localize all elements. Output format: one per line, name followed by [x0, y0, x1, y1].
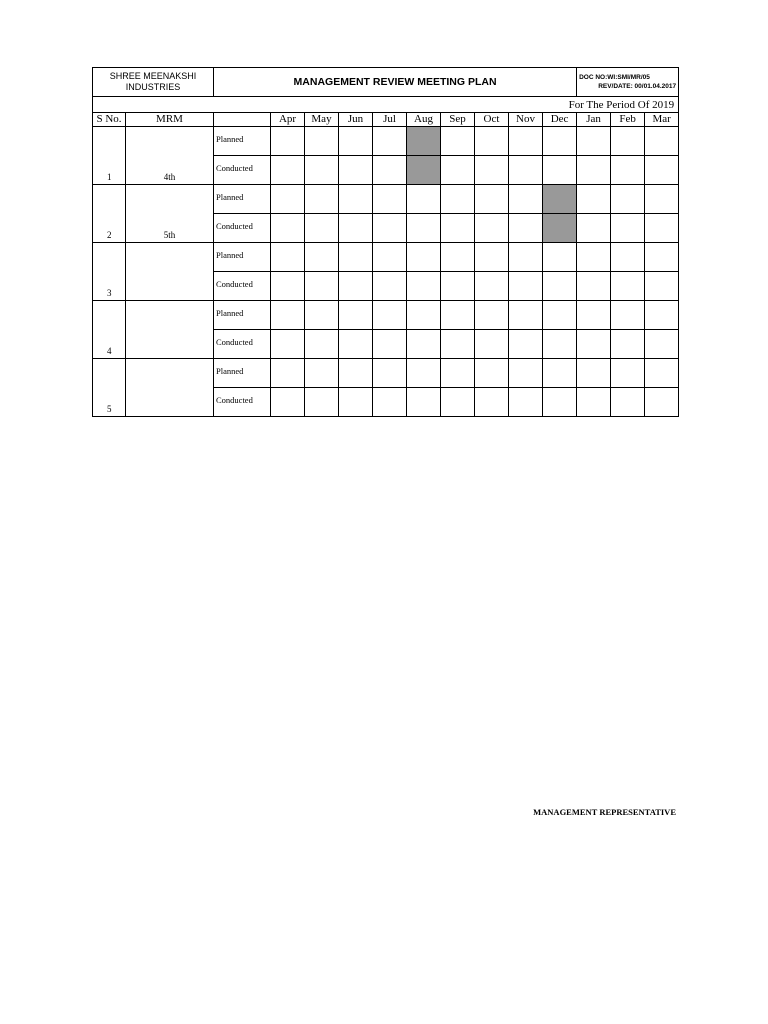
month-cell-may	[305, 214, 339, 243]
month-cell-nov	[509, 214, 543, 243]
month-cell-aug	[407, 185, 441, 214]
month-cell-mar	[645, 359, 679, 388]
month-header-jul: Jul	[373, 113, 407, 127]
month-cell-mar	[645, 243, 679, 272]
month-cell-jul	[373, 243, 407, 272]
month-cell-dec	[543, 330, 577, 359]
month-cell-nov	[509, 185, 543, 214]
month-cell-feb	[611, 272, 645, 301]
period-row	[93, 97, 679, 113]
month-cell-aug	[407, 301, 441, 330]
month-cell-jun	[339, 388, 373, 417]
month-cell-jun	[339, 127, 373, 156]
month-cell-jun	[339, 330, 373, 359]
company-name	[93, 68, 214, 97]
month-cell-feb	[611, 185, 645, 214]
month-cell-jun	[339, 359, 373, 388]
planned-label: Planned	[214, 301, 271, 330]
month-cell-jun	[339, 214, 373, 243]
month-cell-may	[305, 388, 339, 417]
mrm-number: 5th	[126, 185, 214, 243]
month-cell-apr	[271, 330, 305, 359]
month-cell-sep	[441, 330, 475, 359]
month-cell-aug	[407, 359, 441, 388]
month-cell-aug	[407, 243, 441, 272]
period-label: For The Period Of 2019	[93, 97, 679, 113]
month-cell-jun	[339, 301, 373, 330]
mrm-number	[126, 243, 214, 301]
month-cell-feb	[611, 127, 645, 156]
month-cell-aug	[407, 272, 441, 301]
month-cell-dec	[543, 156, 577, 185]
month-cell-jan	[577, 301, 611, 330]
mrm-number	[126, 359, 214, 417]
serial-number: 2	[93, 185, 126, 243]
management-representative-label: MANAGEMENT REPRESENTATIVE	[533, 807, 676, 817]
month-cell-jul	[373, 127, 407, 156]
month-header-dec: Dec	[543, 113, 577, 127]
serial-number: 3	[93, 243, 126, 301]
month-cell-jul	[373, 156, 407, 185]
month-cell-apr	[271, 243, 305, 272]
month-cell-mar	[645, 388, 679, 417]
month-cell-jun	[339, 156, 373, 185]
planned-label: Planned	[214, 243, 271, 272]
month-cell-sep	[441, 359, 475, 388]
status-header	[214, 113, 271, 127]
row-2-planned	[93, 185, 679, 214]
month-cell-mar	[645, 301, 679, 330]
rev-date: REV/DATE: 00/01.04.2017	[598, 83, 677, 90]
month-cell-feb	[611, 330, 645, 359]
month-cell-sep	[441, 301, 475, 330]
month-cell-dec	[543, 185, 577, 214]
month-cell-apr	[271, 127, 305, 156]
month-header-jan: Jan	[577, 113, 611, 127]
month-cell-mar	[645, 127, 679, 156]
month-cell-jun	[339, 185, 373, 214]
month-cell-aug	[407, 156, 441, 185]
planned-label: Planned	[214, 359, 271, 388]
mrm-plan-sheet	[92, 67, 676, 417]
month-cell-dec	[543, 214, 577, 243]
month-cell-nov	[509, 127, 543, 156]
month-cell-may	[305, 127, 339, 156]
month-cell-apr	[271, 214, 305, 243]
month-cell-dec	[543, 272, 577, 301]
company-name-line2: INDUSTRIES	[125, 82, 181, 92]
month-cell-oct	[475, 301, 509, 330]
doc-number: DOC NO:WI:SMI/MR/05	[579, 74, 650, 81]
month-cell-may	[305, 185, 339, 214]
month-cell-sep	[441, 214, 475, 243]
month-cell-dec	[543, 301, 577, 330]
month-cell-apr	[271, 272, 305, 301]
month-cell-feb	[611, 301, 645, 330]
month-cell-apr	[271, 156, 305, 185]
month-cell-sep	[441, 272, 475, 301]
month-cell-may	[305, 243, 339, 272]
mrm-plan-table	[92, 67, 679, 417]
month-header-sep: Sep	[441, 113, 475, 127]
month-cell-jun	[339, 272, 373, 301]
sno-header: S No.	[93, 113, 126, 127]
month-cell-jan	[577, 185, 611, 214]
month-cell-aug	[407, 127, 441, 156]
month-cell-may	[305, 359, 339, 388]
month-cell-sep	[441, 156, 475, 185]
month-cell-may	[305, 330, 339, 359]
month-cell-feb	[611, 388, 645, 417]
month-cell-oct	[475, 359, 509, 388]
month-cell-nov	[509, 388, 543, 417]
month-cell-jul	[373, 185, 407, 214]
month-cell-jan	[577, 156, 611, 185]
month-cell-jan	[577, 359, 611, 388]
month-cell-dec	[543, 359, 577, 388]
month-cell-may	[305, 301, 339, 330]
month-cell-dec	[543, 243, 577, 272]
month-cell-mar	[645, 185, 679, 214]
month-cell-may	[305, 272, 339, 301]
mrm-number: 4th	[126, 127, 214, 185]
month-cell-dec	[543, 388, 577, 417]
month-cell-nov	[509, 359, 543, 388]
planned-label: Planned	[214, 127, 271, 156]
month-cell-oct	[475, 185, 509, 214]
row-1-planned	[93, 127, 679, 156]
month-cell-oct	[475, 272, 509, 301]
month-cell-sep	[441, 127, 475, 156]
month-header-feb: Feb	[611, 113, 645, 127]
month-cell-jan	[577, 272, 611, 301]
month-cell-aug	[407, 214, 441, 243]
conducted-label: Conducted	[214, 214, 271, 243]
month-cell-nov	[509, 156, 543, 185]
month-cell-mar	[645, 214, 679, 243]
conducted-label: Conducted	[214, 330, 271, 359]
month-cell-apr	[271, 359, 305, 388]
month-cell-mar	[645, 330, 679, 359]
month-cell-jul	[373, 272, 407, 301]
serial-number: 1	[93, 127, 126, 185]
month-cell-jan	[577, 243, 611, 272]
month-cell-oct	[475, 243, 509, 272]
row-4-planned	[93, 301, 679, 330]
month-header-apr: Apr	[271, 113, 305, 127]
conducted-label: Conducted	[214, 272, 271, 301]
month-cell-oct	[475, 156, 509, 185]
month-cell-feb	[611, 243, 645, 272]
month-cell-mar	[645, 272, 679, 301]
month-cell-jan	[577, 127, 611, 156]
month-cell-may	[305, 156, 339, 185]
month-header-jun: Jun	[339, 113, 373, 127]
month-cell-jul	[373, 388, 407, 417]
month-cell-jan	[577, 388, 611, 417]
month-cell-nov	[509, 330, 543, 359]
planned-label: Planned	[214, 185, 271, 214]
conducted-label: Conducted	[214, 156, 271, 185]
column-header-row	[93, 113, 679, 127]
doc-reference	[577, 68, 679, 97]
month-cell-nov	[509, 301, 543, 330]
company-name-line1: SHREE MEENAKSHI	[109, 71, 197, 81]
month-cell-sep	[441, 243, 475, 272]
month-cell-oct	[475, 388, 509, 417]
month-cell-oct	[475, 127, 509, 156]
month-cell-aug	[407, 330, 441, 359]
month-cell-jul	[373, 330, 407, 359]
conducted-label: Conducted	[214, 388, 271, 417]
month-header-may: May	[305, 113, 339, 127]
month-header-nov: Nov	[509, 113, 543, 127]
month-header-mar: Mar	[645, 113, 679, 127]
serial-number: 5	[93, 359, 126, 417]
month-cell-sep	[441, 185, 475, 214]
month-cell-jun	[339, 243, 373, 272]
month-cell-feb	[611, 359, 645, 388]
month-cell-jul	[373, 359, 407, 388]
month-cell-jul	[373, 301, 407, 330]
mrm-number	[126, 301, 214, 359]
serial-number: 4	[93, 301, 126, 359]
month-cell-feb	[611, 156, 645, 185]
month-header-oct: Oct	[475, 113, 509, 127]
month-cell-nov	[509, 243, 543, 272]
month-cell-apr	[271, 388, 305, 417]
month-cell-jan	[577, 330, 611, 359]
month-header-aug: Aug	[407, 113, 441, 127]
month-cell-dec	[543, 127, 577, 156]
month-cell-apr	[271, 301, 305, 330]
row-5-planned	[93, 359, 679, 388]
row-3-planned	[93, 243, 679, 272]
month-cell-oct	[475, 330, 509, 359]
month-cell-oct	[475, 214, 509, 243]
month-cell-jul	[373, 214, 407, 243]
month-cell-apr	[271, 185, 305, 214]
month-cell-aug	[407, 388, 441, 417]
month-cell-mar	[645, 156, 679, 185]
month-cell-jan	[577, 214, 611, 243]
header-row	[93, 68, 679, 97]
mrm-header: MRM	[126, 113, 214, 127]
month-cell-nov	[509, 272, 543, 301]
month-cell-sep	[441, 388, 475, 417]
document-title: MANAGEMENT REVIEW MEETING PLAN	[214, 68, 577, 97]
month-cell-feb	[611, 214, 645, 243]
